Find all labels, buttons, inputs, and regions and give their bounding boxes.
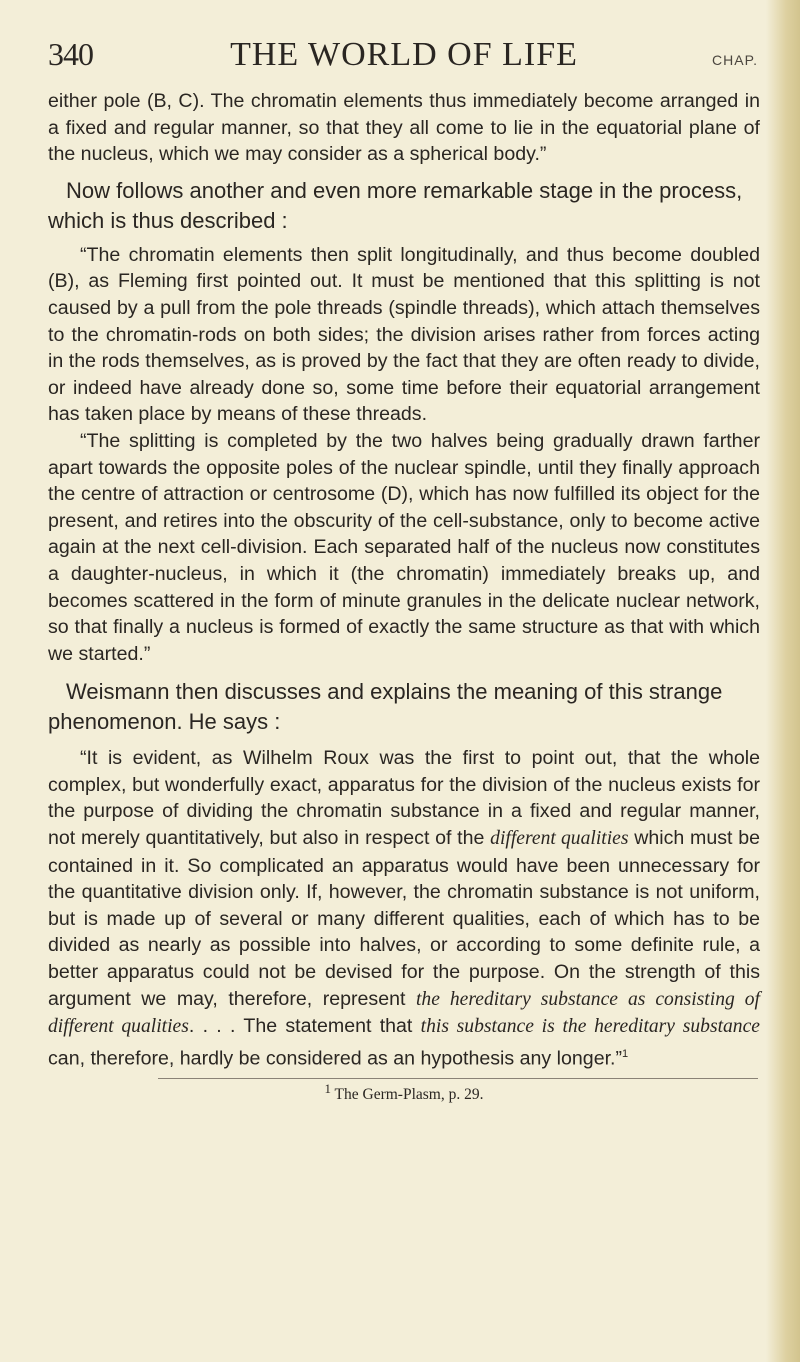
book-page: [48, 30, 760, 1104]
paragraph-3: “The chromatin elements then split longitudinally, and thus become doubled (B), as Fleming first pointed out. It must be mentioned that this splitting is not caused by a pull from the pole threads (spindle threads), which attach themselves to the chromatin-rods on both sides; the division arises rather from forces acting in the rods themselves, as is proved by the fact that they are often ready to divide, or indeed have already done so, some time before their equatorial arrangement has taken place by means of these threads.: [48, 243, 760, 426]
page-number: 340: [48, 36, 93, 72]
chapter-abbrev: CHAP.: [712, 52, 758, 68]
paragraph-5: Weismann then discusses and explains the meaning of this strange phenomenon. He says :: [48, 679, 723, 735]
paragraph-6-part-a: “It is evident, as Wilhelm Roux was the first to point out, that the whole complex, but wonderfully exact, apparatus for the division of the nucleus exists for the purpose of dividing the chromatin substance in a fixed and regular manner, not merely quantitatively, but also in respect of the: [48, 747, 760, 850]
page-header: [48, 30, 760, 80]
footnote-rule: [158, 1078, 758, 1079]
paragraph-4: “The splitting is completed by the two halves being gradually drawn farther apart towards the opposite poles of the nuclear spindle, until they finally approach the centre of attraction or centrosome (D), which has now fulfilled its object for the present, and retires into the obscurity of the cell-substance, only to become active again at the next cell-division. Each separated half of the nucleus now constitutes a daughter-nucleus, in which it (the chromatin) immediately breaks up, and becomes scattered in the form of minute granules in the delicate nuclear network, so that finally a nucleus is formed of exactly the same structure as that with which we started.”: [48, 429, 760, 665]
running-title: THE WORLD OF LIFE: [230, 36, 578, 73]
paragraph-6: [48, 745, 760, 1072]
paragraph-1: either pole (B, C). The chromatin elements thus immediately become arranged in a fixed and regular manner, so that they all come to lie in the equatorial plane of the nucleus, which we may consider as a spherical body.”: [48, 90, 760, 166]
body-text: [48, 88, 760, 1104]
footnote-marker: 1: [324, 1080, 331, 1096]
footnote-text: The Germ-Plasm, p. 29.: [334, 1086, 484, 1104]
footnote: [48, 1081, 760, 1104]
paragraph-6-part-d: can, therefore, hardly be considered as an hypothesis any longer.”: [48, 1047, 623, 1070]
footnote-reference: 1: [622, 1047, 629, 1060]
italic-phrase-3: this substance is the hereditary substance: [420, 1016, 760, 1038]
paragraph-2: Now follows another and even more remarkable stage in the process, which is thus described :: [48, 177, 743, 233]
paragraph-6-part-b: which must be contained in it. So complicated an apparatus would have been unnecessary for the quantitative division only. If, however, the chromatin substance is not uniform, but is made up of several or many different qualities, each of which has to be divided as nearly as possible into halves, or according to some definite rule, a better apparatus could not be devised for the purpose. On the strength of this argument we may, therefore, represent: [48, 827, 760, 1010]
paragraph-6-part-c: . . . . The statement that: [188, 1015, 421, 1038]
italic-phrase-1: different qualities: [490, 828, 629, 850]
page-edge-shadow: [766, 0, 800, 1362]
italic-phrase-2: the hereditary substance as consisting of different qualities: [48, 988, 760, 1038]
